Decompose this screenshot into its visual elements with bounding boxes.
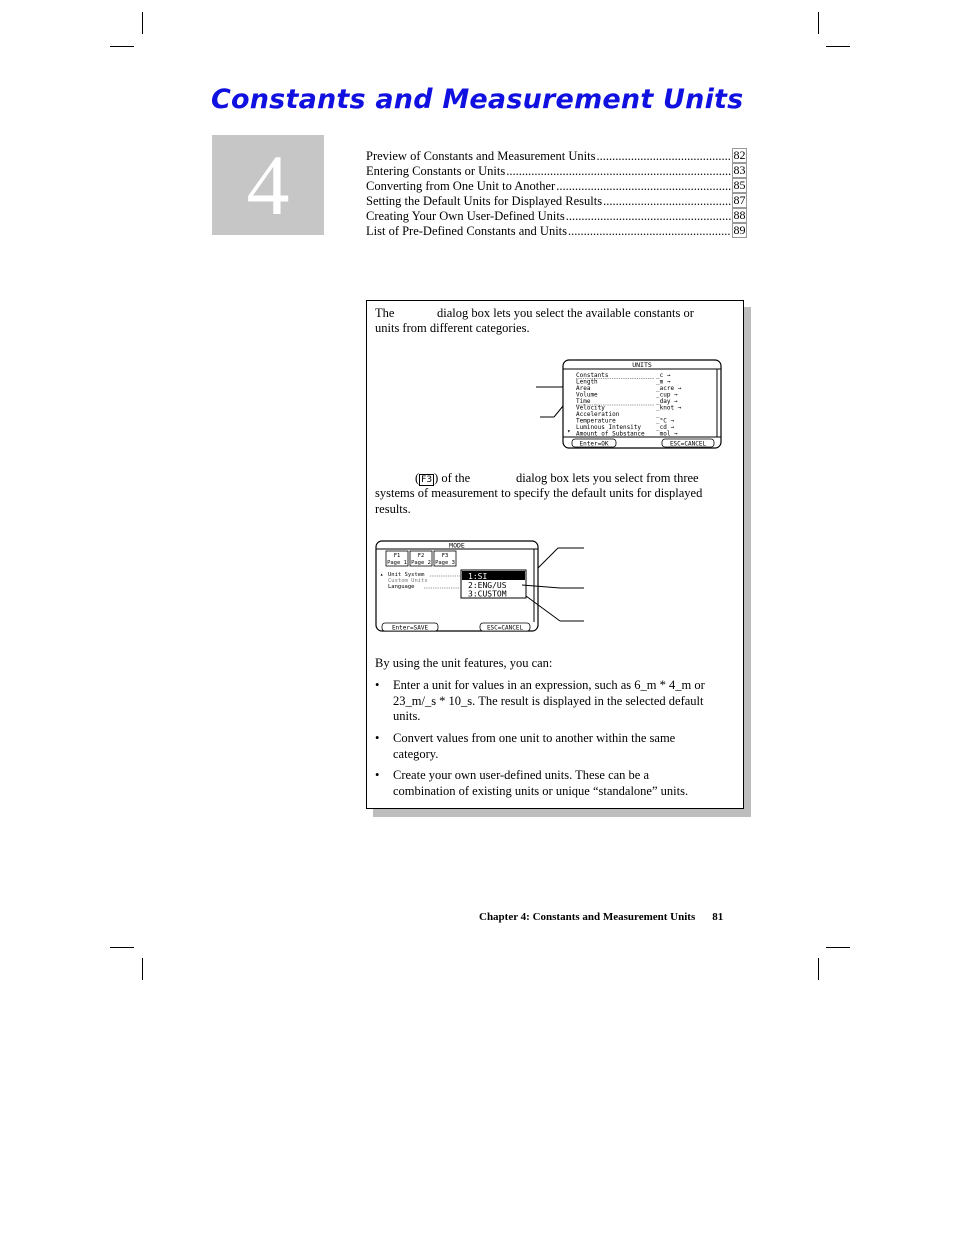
units-row-value: _cd → (656, 424, 675, 431)
units-row-label: Time (576, 398, 591, 405)
tab-key: F1 (393, 553, 401, 559)
units-row-value: _day → (656, 398, 678, 405)
bullet-text: 23_m/_s * 10_s. The result is displayed in the selected default (393, 693, 704, 708)
toc-page[interactable]: 82 (733, 148, 746, 162)
footer-page-number: 81 (712, 911, 724, 923)
units-row-value: _acre → (656, 385, 682, 392)
units-cancel-label: ESC=CANCEL (669, 440, 707, 448)
paren-open: ( (415, 471, 420, 485)
units-dialog-title: UNITS (632, 361, 652, 369)
units-row-label: Volume (576, 391, 598, 399)
toc-page[interactable]: 87 (733, 193, 746, 207)
toc-entry[interactable] (366, 193, 747, 208)
units-row-value: _°C → (656, 417, 675, 425)
crop-mark (826, 46, 850, 47)
toc-leader (556, 179, 731, 193)
toc-label: Creating Your Own User-Defined Units (366, 209, 565, 223)
crop-mark (818, 12, 819, 34)
units-row-value: _c → (656, 372, 671, 379)
mode-row-label: Language (388, 584, 415, 590)
paragraph-2-text: ) of the (434, 471, 471, 485)
toc-entry[interactable] (366, 223, 747, 238)
toc-entry[interactable] (366, 208, 747, 223)
menu-item-si[interactable]: 1:SI (468, 572, 488, 581)
menu-item-eng-us[interactable]: 2:ENG/US (468, 581, 507, 590)
table-of-contents (366, 148, 747, 238)
bullet-intro: By using the unit features, you can: (375, 656, 553, 670)
mode-dialog-title: MODE (449, 541, 465, 550)
chapter-number-box (212, 135, 324, 235)
units-row-label: Amount of Substance (576, 430, 645, 438)
units-row-value: _cup → (656, 391, 678, 399)
units-row-value: _m → (656, 378, 671, 386)
scroll-up-arrow-icon: ▴ (380, 572, 384, 578)
footer-chapter: Chapter 4: Constants and Measurement Units (479, 911, 696, 923)
bullet-text: category. (393, 746, 439, 761)
paragraph-1-line2: units from different categories. (375, 321, 530, 335)
bullet-text: units. (393, 709, 421, 723)
tab-label: Page 1 (387, 560, 407, 566)
units-row-label: Area (576, 385, 591, 392)
toc-label: Setting the Default Units for Displayed Results (366, 194, 603, 208)
list-item (375, 731, 725, 762)
toc-page[interactable]: 89 (733, 223, 746, 237)
bullet-dot-icon: • (375, 678, 380, 692)
units-row-value: _ (656, 411, 660, 418)
bullet-text: Convert values from one unit to another within the same (393, 731, 676, 745)
tab-label: Page 3 (435, 560, 455, 566)
bullet-dot-icon: • (375, 731, 380, 745)
mode-row-label: Custom Units (388, 578, 428, 584)
units-row-label: Length (576, 378, 598, 386)
tab-key: F3 (441, 553, 449, 559)
mode-cancel-label: ESC=CANCEL (486, 624, 524, 632)
toc-label: Preview of Constants and Measurement Units (366, 149, 596, 163)
toc-entry[interactable] (366, 178, 747, 193)
units-ok-label: Enter=OK (579, 440, 609, 448)
tab-label: Page 2 (411, 560, 431, 566)
toc-label: Entering Constants or Units (366, 164, 506, 178)
mode-dialog-screenshot (372, 538, 588, 636)
bullet-dot-icon: • (375, 768, 380, 782)
bullet-text: combination of existing units or unique “standalone” units. (393, 783, 689, 798)
paragraph-1-rest: dialog box lets you select the available constants or (437, 306, 694, 320)
paragraph-2-line2: systems of measurement to specify the default units for displayed (375, 486, 703, 500)
bullet-text: Create your own user-defined units. These can be a (393, 768, 650, 782)
units-row-value: _knot → (656, 404, 682, 412)
tab-key: F2 (417, 553, 425, 559)
crop-mark (142, 958, 143, 980)
crop-mark (818, 958, 819, 980)
toc-entry[interactable] (366, 148, 747, 163)
mode-row-label: Unit System (388, 572, 425, 578)
list-item (375, 768, 725, 799)
paragraph-2-line3: results. (375, 502, 411, 516)
mode-save-label: Enter=SAVE (391, 624, 429, 632)
toc-leader (596, 149, 731, 163)
units-row-label: Velocity (576, 404, 605, 412)
toc-page[interactable]: 88 (733, 208, 746, 222)
page-footer (479, 911, 723, 923)
crop-mark (110, 947, 134, 948)
chapter-number: 4 (246, 137, 290, 233)
f3-key-icon: F3 (421, 475, 433, 485)
units-row-value: _mol → (656, 430, 678, 438)
units-row-label: Luminous Intensity (576, 424, 642, 431)
bullet-text: Enter a unit for values in an expression, such as 6_m * 4_m or (393, 678, 705, 692)
units-row-label: Constants (576, 372, 609, 379)
units-row-label: Acceleration (576, 411, 620, 418)
crop-mark (110, 46, 134, 47)
toc-leader (566, 209, 731, 223)
list-item (375, 678, 725, 725)
toc-leader (568, 224, 731, 238)
menu-item-custom[interactable]: 3:CUSTOM (468, 589, 507, 599)
toc-leader (603, 194, 731, 208)
units-dialog-screenshot (532, 357, 727, 453)
toc-page[interactable]: 83 (733, 163, 746, 177)
units-row-label: Temperature (576, 417, 616, 425)
paragraph-2-rest: dialog box lets you select from three (516, 471, 699, 485)
crop-mark (142, 12, 143, 34)
toc-entry[interactable] (366, 163, 747, 178)
crop-mark (826, 947, 850, 948)
paragraph-1-start: The (375, 306, 395, 320)
toc-label: List of Pre-Defined Constants and Units (366, 224, 568, 238)
paragraph-2-start (415, 471, 470, 487)
scroll-down-arrow-icon: ▾ (567, 428, 571, 435)
toc-page[interactable]: 85 (733, 178, 746, 192)
toc-leader (506, 164, 731, 178)
toc-label: Converting from One Unit to Another (366, 179, 556, 193)
page-title: Constants and Measurement Units (211, 84, 744, 115)
